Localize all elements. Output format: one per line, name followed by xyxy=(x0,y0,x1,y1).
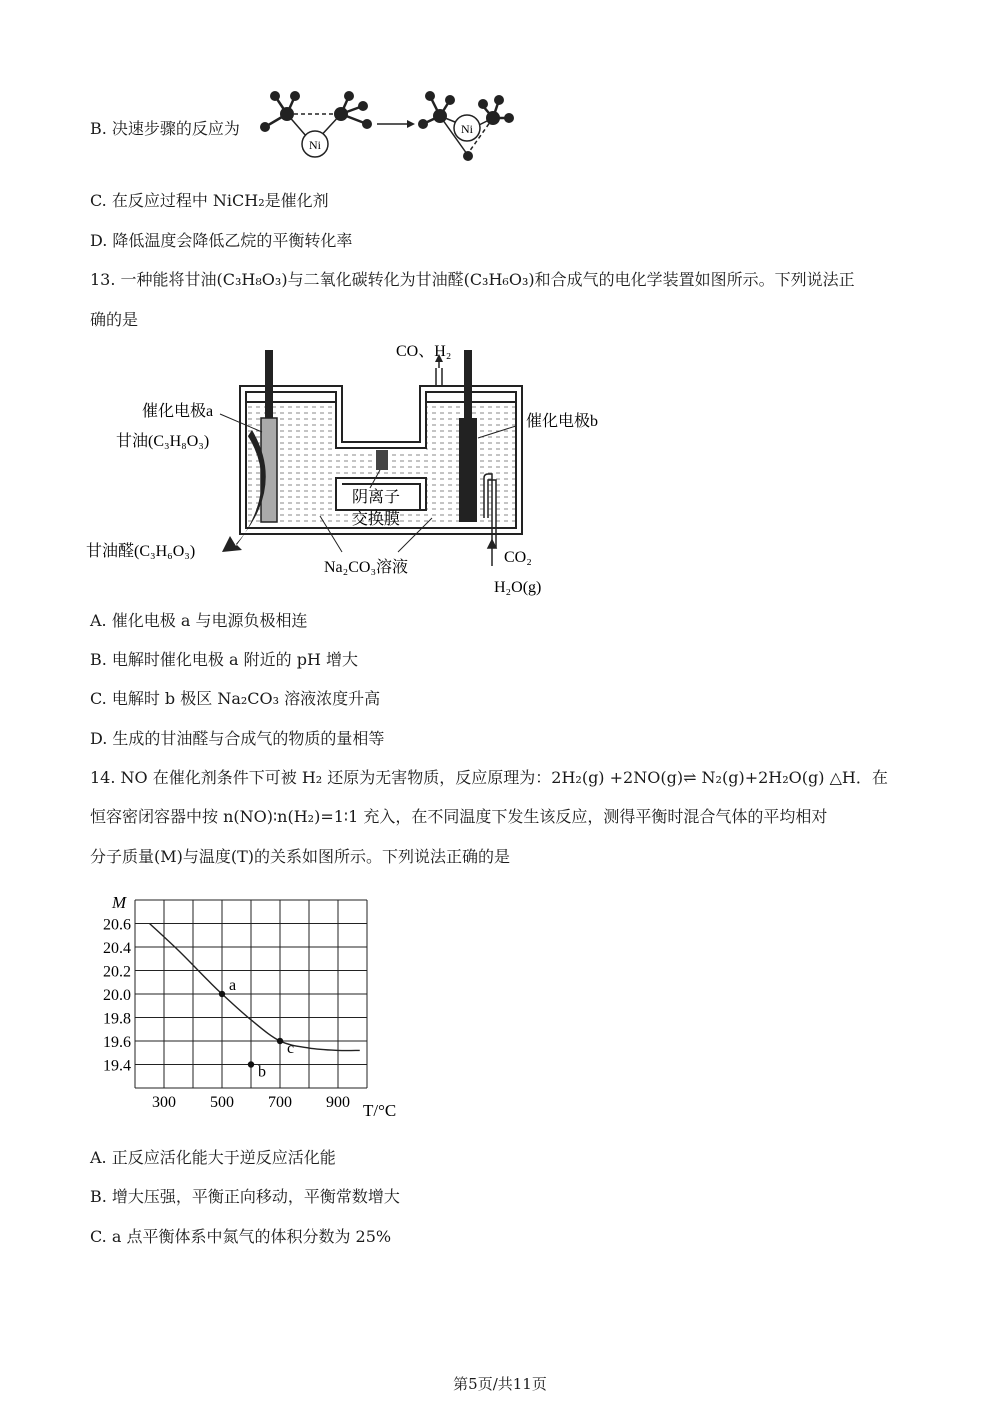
q13-option-d: D. 生成的甘油醛与合成气的物质的量相等 xyxy=(90,729,385,748)
label-electrode-b: 催化电极b xyxy=(526,413,599,430)
y-tick-label: 20.2 xyxy=(103,963,131,981)
q14-option-c: C. a 点平衡体系中氮气的体积分数为 25% xyxy=(90,1227,392,1246)
y-tick-label: 20.6 xyxy=(103,916,131,934)
q14-stem-line3: 分子质量(M)与温度(T)的关系如图所示。下列说法正确的是 xyxy=(90,847,511,866)
q12-reaction-diagram xyxy=(255,82,525,172)
label-glyceraldehyde: 甘油醛(C₃H₆O₃) xyxy=(86,543,196,560)
q13-electrolysis-diagram xyxy=(80,338,620,600)
reaction-arrow xyxy=(377,120,415,128)
anion-exchange-membrane xyxy=(376,450,388,470)
label-electrode-a: 催化电极a xyxy=(142,403,214,420)
q14-stem-line1: 14. NO 在催化剂条件下可被 H₂ 还原为无害物质，反应原理为：2H₂(g) +2NO(g)⇌ N₂(g)+2H₂O(g) △H．在 xyxy=(90,768,888,787)
x-tick-label: 300 xyxy=(152,1094,176,1111)
q13-stem-line1: 13. 一种能将甘油(C₃H₈O₃)与二氧化碳转化为甘油醛(C₃H₆O₃)和合成气的电化学装置如图所示。下列说法正 xyxy=(90,270,855,289)
reactant-structure xyxy=(260,91,372,157)
point-b xyxy=(248,1061,254,1067)
ni-label-left: Ni xyxy=(309,138,321,152)
q14-option-b: B. 增大压强，平衡正向移动，平衡常数增大 xyxy=(90,1187,400,1206)
label-co2: CO₂ xyxy=(504,549,532,566)
x-tick-label: 900 xyxy=(326,1094,350,1111)
label-syngas: CO、H₂ xyxy=(396,343,452,360)
point-label-a: a xyxy=(229,977,237,994)
y-tick-label: 19.4 xyxy=(103,1057,131,1075)
label-h2o: H₂O(g) xyxy=(494,579,542,596)
q14-option-a: A. 正反应活化能大于逆反应活化能 xyxy=(90,1148,336,1167)
point-c xyxy=(277,1038,283,1044)
q13-option-b: B. 电解时催化电极 a 附近的 pH 增大 xyxy=(90,650,359,669)
y-tick-label: 20.4 xyxy=(103,940,131,957)
series-line xyxy=(150,924,360,1051)
page-footer: 第5页/共11页 xyxy=(453,1375,547,1393)
ni-label-right: Ni xyxy=(461,122,473,136)
q12-option-b: B. 决速步骤的反应为 xyxy=(90,119,240,138)
x-tick-label: 500 xyxy=(210,1094,234,1111)
y-tick-label: 19.6 xyxy=(103,1034,131,1051)
y-tick-label: 20.0 xyxy=(103,987,131,1004)
point-label-c: c xyxy=(287,1040,295,1057)
point-a xyxy=(219,991,225,997)
chart-grid xyxy=(135,900,367,1088)
x-tick-label: 700 xyxy=(268,1094,292,1111)
label-membrane-line1: 阴离子 xyxy=(352,489,401,506)
q13-option-a: A. 催化电极 a 与电源负极相连 xyxy=(90,611,308,630)
catalytic-electrode-b xyxy=(459,418,477,522)
x-tick-labels xyxy=(152,1094,350,1111)
y-tick-labels xyxy=(103,917,131,1075)
product-structure xyxy=(418,91,514,161)
label-glycerol: 甘油(C₃H₈O₃) xyxy=(116,433,210,450)
label-solution: Na₂CO₃溶液 xyxy=(324,559,409,576)
y-tick-label: 19.8 xyxy=(103,1010,131,1028)
q13-option-c: C. 电解时 b 极区 Na₂CO₃ 溶液浓度升高 xyxy=(90,689,381,708)
label-membrane-line2: 交换膜 xyxy=(352,511,401,528)
q13-stem-line2: 确的是 xyxy=(90,310,139,329)
q12-option-c: C. 在反应过程中 NiCH₂是催化剂 xyxy=(90,191,329,210)
q14-stem-line2: 恒容密闭容器中按 n(NO)∶n(H₂)=1∶1 充入，在不同温度下发生该反应，测得平衡时混合气体的平均相对 xyxy=(90,807,828,826)
y-axis-label: M xyxy=(112,893,127,912)
q12-option-d: D. 降低温度会降低乙烷的平衡转化率 xyxy=(90,231,353,250)
point-label-b: b xyxy=(258,1063,266,1081)
x-axis-label: T/°C xyxy=(363,1101,397,1120)
q14-m-vs-t-chart xyxy=(90,886,420,1126)
